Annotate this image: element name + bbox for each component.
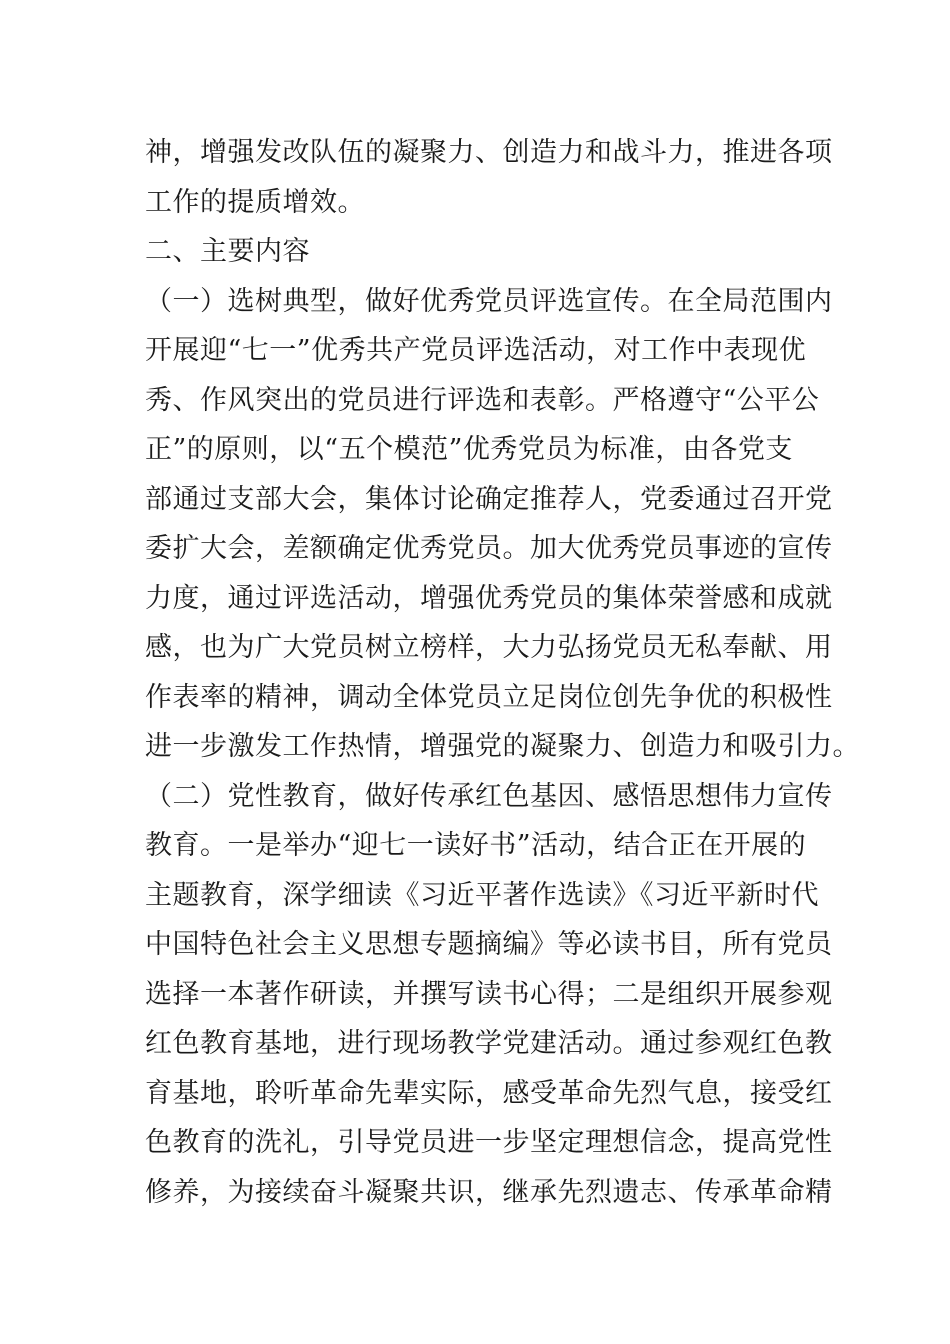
text-line: （一）选树典型，做好优秀党员评选宣传。在全局范围内 — [145, 285, 833, 317]
section-heading — [145, 227, 807, 277]
text-line: 作表率的精神，调动全体党员立足岗位创先争优的积极性 — [145, 681, 833, 713]
text-line: 感，也为广大党员树立榜样，大力弘扬党员无私奉献、用 — [145, 632, 833, 663]
text-line: 进一步激发工作热情，增强党的凝聚力、创造力和吸引力。 — [145, 731, 860, 762]
document-body — [145, 128, 860, 1217]
heading-text: 二、主要内容 — [145, 236, 310, 267]
paragraph-item-2 — [145, 772, 833, 1218]
text-line: 正”的原则，以“五个模范”优秀党员为标准，由各党支 — [145, 434, 793, 465]
paragraph-item-1 — [145, 277, 860, 772]
text-line: 红色教育基地，进行现场教学党建活动。通过参观红色教 — [145, 1028, 833, 1059]
text-line: 育基地，聆听革命先辈实际，感受革命先烈气息，接受红 — [145, 1077, 833, 1109]
text-line: 主题教育，深学细读《习近平著作选读》《习近平新时代 — [145, 879, 819, 911]
text-line: 教育。一是举办“迎七一读好书”活动，结合正在开展的 — [145, 830, 807, 861]
text-line: 工作的提质增效。 — [145, 186, 365, 218]
text-line: 力度，通过评选活动，增强优秀党员的集体荣誉感和成就 — [145, 582, 833, 614]
text-line: 部通过支部大会，集体讨论确定推荐人，党委通过召开党 — [145, 483, 833, 515]
paragraph-continuation — [145, 128, 833, 227]
text-line: 选择一本著作研读，并撰写读书心得；二是组织开展参观 — [145, 978, 833, 1010]
text-line: （二）党性教育，做好传承红色基因、感悟思想伟力宣传 — [145, 780, 833, 812]
text-line: 中国特色社会主义思想专题摘编》等必读书目，所有党员 — [145, 929, 833, 960]
text-line: 开展迎“七一”优秀共产党员评选活动，对工作中表现优 — [145, 335, 807, 366]
text-line: 秀、作风突出的党员进行评选和表彰。严格遵守“公平公 — [145, 384, 820, 416]
text-line: 修养，为接续奋斗凝聚共识，继承先烈遗志、传承革命精 — [145, 1176, 833, 1208]
text-line: 神，增强发改队伍的凝聚力、创造力和战斗力，推进各项 — [145, 137, 833, 168]
text-line: 色教育的洗礼，引导党员进一步坚定理想信念，提高党性 — [145, 1127, 833, 1158]
text-line: 委扩大会，差额确定优秀党员。加大优秀党员事迹的宣传 — [145, 533, 833, 564]
